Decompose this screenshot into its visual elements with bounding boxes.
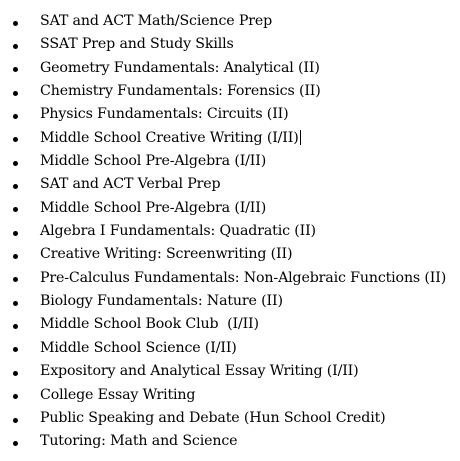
list-item	[0, 80, 460, 103]
list-item	[0, 173, 460, 196]
bullet-icon	[13, 184, 18, 189]
list-item	[0, 313, 460, 336]
bullet-icon	[13, 394, 18, 399]
bullet-icon	[13, 67, 18, 72]
course-bullet-list	[0, 10, 460, 454]
list-item	[0, 337, 460, 360]
course-title: SAT and ACT Math/Science Prep	[40, 13, 273, 29]
course-title: Middle School Creative Writing (I/II)	[40, 129, 299, 146]
bullet-icon	[13, 44, 18, 49]
bullet-icon	[13, 347, 18, 352]
list-item	[0, 290, 460, 313]
course-title: Middle School Book Club (I/II)	[40, 316, 259, 333]
list-item	[0, 197, 460, 220]
bullet-icon	[13, 371, 18, 376]
course-title: Middle School Science (I/II)	[40, 339, 237, 356]
bullet-icon	[13, 418, 18, 423]
bullet-icon	[13, 254, 18, 259]
course-title: SAT and ACT Verbal Prep	[40, 176, 221, 193]
course-title: SSAT Prep and Study Skills	[40, 36, 234, 53]
bullet-icon	[13, 91, 18, 96]
list-item	[0, 33, 460, 56]
course-title: Physics Fundamentals: Circuits (II)	[40, 106, 289, 123]
bullet-icon	[13, 114, 18, 119]
bullet-icon	[13, 301, 18, 306]
list-item	[0, 127, 460, 150]
bullet-icon	[13, 441, 18, 446]
text-cursor[interactable]	[300, 130, 301, 145]
list-item	[0, 150, 460, 173]
list-item	[0, 360, 460, 383]
bullet-icon	[13, 21, 18, 26]
course-title: Pre-Calculus Fundamentals: Non-Algebraic Functions (II)	[40, 269, 447, 286]
list-item	[0, 430, 460, 453]
list-item	[0, 220, 460, 243]
list-item	[0, 10, 460, 33]
course-title: Public Speaking and Debate (Hun School Credit)	[40, 409, 386, 426]
course-title: Middle School Pre-Algebra (I/II)	[40, 153, 267, 170]
bullet-icon	[13, 207, 18, 212]
course-title: Chemistry Fundamentals: Forensics (II)	[40, 83, 321, 100]
list-item	[0, 267, 460, 290]
course-title: Biology Fundamentals: Nature (II)	[40, 293, 283, 310]
bullet-icon	[13, 161, 18, 166]
course-title: Tutoring: Math and Science	[40, 433, 238, 450]
course-title: Expository and Analytical Essay Writing (I/II)	[40, 363, 359, 380]
bullet-icon	[13, 231, 18, 236]
bullet-icon	[13, 277, 18, 282]
bullet-icon	[13, 324, 18, 329]
course-title: College Essay Writing	[40, 386, 196, 403]
course-title: Middle School Pre-Algebra (I/II)	[40, 199, 267, 216]
list-item	[0, 384, 460, 407]
list-item	[0, 103, 460, 126]
course-title: Geometry Fundamentals: Analytical (II)	[40, 59, 320, 76]
list-item	[0, 57, 460, 80]
course-title: Creative Writing: Screenwriting (II)	[40, 246, 293, 263]
list-item	[0, 407, 460, 430]
course-title: Algebra I Fundamentals: Quadratic (II)	[40, 223, 316, 240]
list-item	[0, 243, 460, 266]
bullet-icon	[13, 137, 18, 142]
